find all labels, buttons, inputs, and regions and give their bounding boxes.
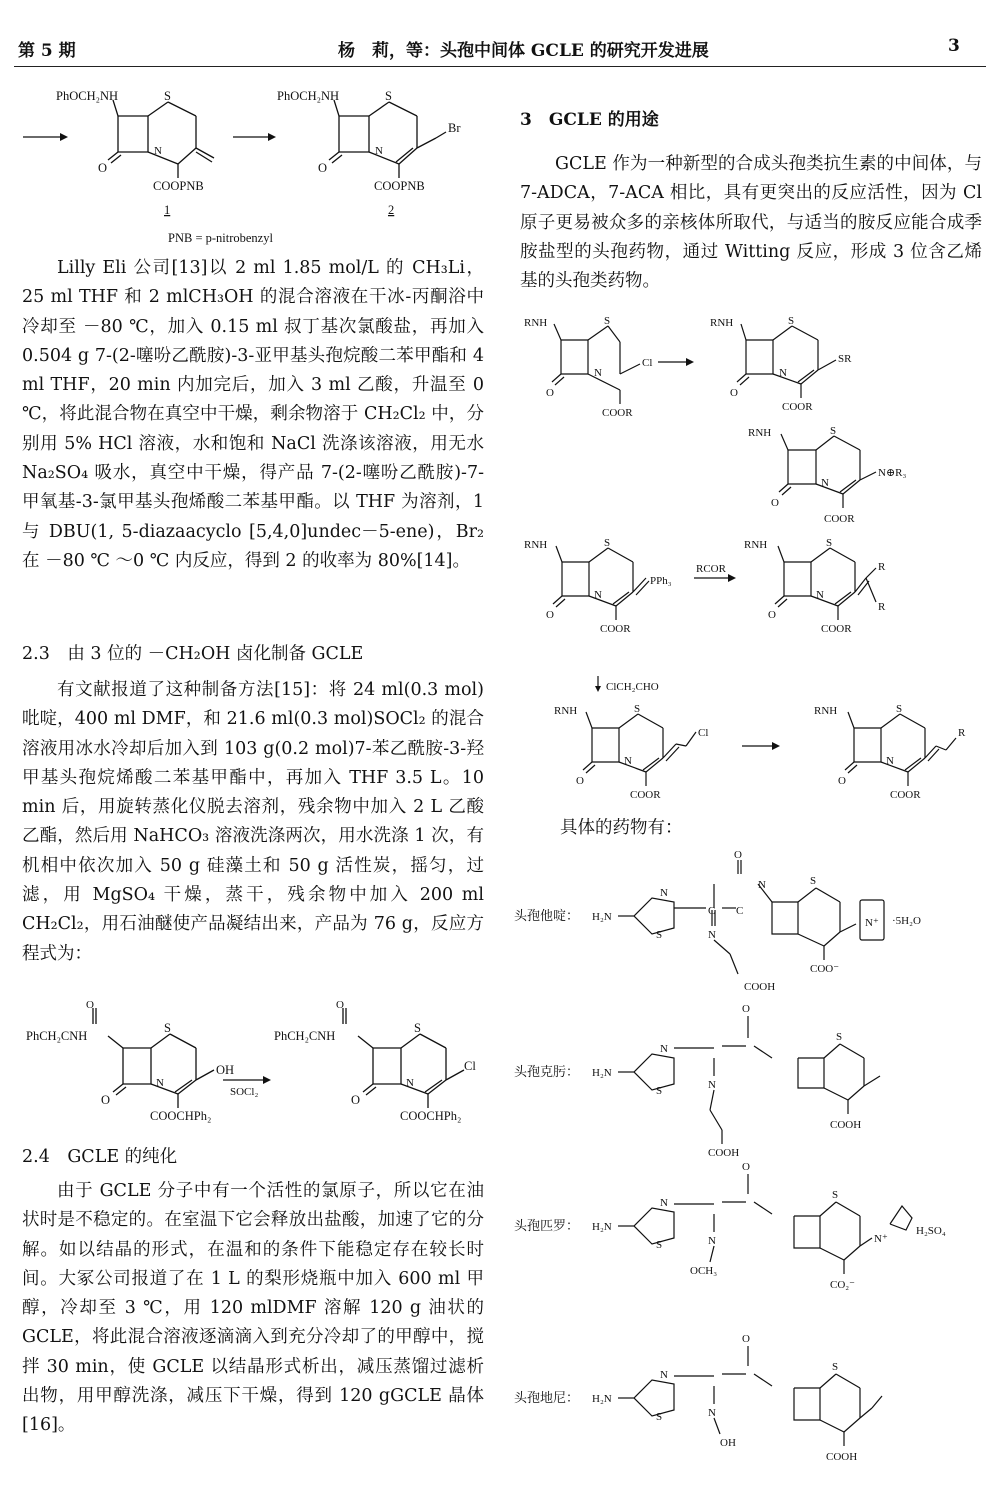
label-cl-1: Cl (464, 1059, 476, 1073)
label-s-3: S (164, 1021, 171, 1035)
label-n-5: N (594, 367, 602, 379)
scheme-1-structures (18, 82, 488, 252)
label-phoch2nh-2: PhOCH₂NH (277, 89, 340, 103)
left-paragraph-1-block (22, 254, 484, 576)
section-2-4-heading: 2.4 GCLE 的纯化 (22, 1147, 178, 1167)
label-s-2: S (385, 89, 392, 103)
label-o-8: O (546, 609, 554, 621)
label-n-10: N (624, 755, 632, 767)
drug-1-name: 头孢他啶： (514, 909, 580, 924)
compound-number-2: 2 (388, 203, 395, 217)
drug-1-extra: ·5H₂O (892, 915, 921, 927)
label-o-11: O (838, 775, 846, 787)
label-carbonyl-o-1: O (86, 1000, 94, 1011)
drug-2-h2n: H₂N (592, 1067, 612, 1079)
label-coochph2-1: COOCHPh₂ (150, 1109, 212, 1123)
label-clch2cho: ClCH₂CHO (606, 681, 659, 693)
label-n-2: N (375, 145, 383, 157)
drug-4-o: O (742, 1333, 750, 1345)
left-paragraph-1: Lilly Eli 公司[13]以 2 ml 1.85 mol/L 的 CH₃Li，25 ml THF 和 2 mlCH₃OH 的混合溶液在干冰-丙酮浴中冷却至 －80 ℃，加入 0.15 ml 叔丁基次氯酸盐，再加入 0.504 g 7-(2-噻吩乙酰胺)-3-亚甲基头孢烷酸二苯甲酯和 4 ml THF，20 min 内加完后，加入 3 ml 乙酸，升温至 0 ℃，将此混合物在真空中干燥，剩余物溶于 CH₂Cl₂ 中，分别用 5% HCl 溶液，水和饱和 NaCl 洗涤该溶液，用无水 Na₂SO₄ 吸水，真空中干燥，得产品 7-(2-噻吩乙酰胺)-7-甲氧基-3-氯甲基头孢烯酸二苯基甲酯。以 THF 为溶剂，1 与 DBU(1, 5-diazaacyclo [5,4,0]undec－5-ene)，Br₂ 在 －80 ℃ ～0 ℃ 内反应，得到 2 的收率为 80%[14]。 (22, 258, 484, 571)
label-coor-2: COOR (782, 401, 813, 413)
drug-structures (510, 848, 990, 1468)
drugs-intro-block (560, 814, 1000, 843)
left-paragraph-3-block (22, 1177, 484, 1441)
drug-1-n-ring: N (660, 887, 668, 899)
label-cl-2: Cl (642, 357, 653, 369)
drug-1-n-plus: N⁺ (865, 917, 879, 929)
drug-1-h: N (758, 879, 766, 891)
drug-2-name: 头孢克肟： (514, 1065, 580, 1080)
drug-4-tail: COOH (826, 1451, 858, 1463)
label-sr: SR (838, 353, 852, 365)
drug-1-tail: COO⁻ (810, 963, 840, 975)
label-socl2: SOCl₂ (230, 1086, 259, 1098)
label-n-4: N (406, 1077, 414, 1089)
drug-1-s: S (810, 875, 817, 887)
drug-1-side: COOH (744, 981, 776, 993)
label-rnh-4: RNH (524, 539, 548, 551)
drug-3-h2n: H₂N (592, 1221, 612, 1233)
label-s-6: S (788, 315, 795, 327)
label-rnh-6: RNH (554, 705, 578, 717)
drug-2-o: O (742, 1003, 750, 1015)
label-s-10: S (634, 703, 641, 715)
label-n-9: N (816, 589, 824, 601)
label-rcor: RCOR (696, 563, 726, 575)
drug-2-tail: COOH (830, 1119, 862, 1131)
drug-3-o: O (742, 1161, 750, 1173)
drug-1-ceftazidime (514, 849, 921, 993)
drug-2-n-ring: N (660, 1043, 668, 1055)
label-carbonyl-o-2: O (336, 1000, 344, 1011)
drugs-intro: 具体的药物有： (560, 818, 683, 838)
label-coochph2-2: COOCHPh₂ (400, 1109, 462, 1123)
label-rnh-2: RNH (710, 317, 734, 329)
drug-4-cefdinir (514, 1333, 882, 1463)
drug-3-tail: CO₂⁻ (830, 1279, 855, 1291)
label-coor-6: COOR (630, 789, 661, 801)
label-o-6: O (730, 387, 738, 399)
drug-3-s-ring: S (656, 1239, 663, 1251)
drug-4-h2n: H₂N (592, 1393, 612, 1405)
section-3-heading: 3 GCLE 的用途 (520, 110, 659, 130)
left-paragraph-3: 由于 GCLE 分子中有一个活性的氯原子，所以它在油状时是不稳定的。在室温下它会释放出盐酸，加速了它的分解。如以结晶的形式，在温和的条件下能稳定存在较长时间。大冢公司报道了在 1 L 的梨形烧瓶中加入 600 ml 甲醇，冷却至 3 ℃，用 120 mlDMF 溶解 120 g 油状的 GCLE，将此混合溶液逐滴滴入到充分冷却了的甲醇中，搅拌 30 min，使 GCLE 以结晶形式析出，减压蒸馏过滤析出物，用甲醇洗涤，减压下干燥，得到 120 gGCLE 晶体[16]。 (22, 1181, 484, 1436)
page-number: 3 (948, 36, 960, 56)
label-n-8: N (594, 589, 602, 601)
label-coor-1: COOR (602, 407, 633, 419)
label-nr3: N⊕R₃ (878, 467, 907, 479)
label-coor-3: COOR (824, 513, 855, 525)
section-2-3-heading: 2.3 由 3 位的 －CH₂OH 卤化制备 GCLE (22, 644, 364, 664)
drug-3-name: 头孢匹罗： (514, 1219, 580, 1234)
running-title: 杨 莉，等：头孢中间体 GCLE 的研究开发进展 (338, 41, 709, 61)
label-s-1: S (164, 89, 171, 103)
drug-2-side: COOH (708, 1147, 740, 1159)
label-phch2cnh-2: PhCH₂CNH (274, 1029, 336, 1043)
label-pph3: PPh₃ (650, 575, 672, 587)
drug-4-s-ring: S (656, 1411, 663, 1423)
section-2-4-block (22, 1143, 484, 1172)
drug-1-s-ring: S (656, 929, 663, 941)
drug-3-n-plus: N⁺ (874, 1233, 888, 1245)
left-paragraph-2-block (22, 676, 484, 969)
left-paragraph-2: 有文献报道了这种制备方法[15]：将 24 ml(0.3 mol)吡啶，400 ml DMF，和 21.6 ml(0.3 mol)SOCl₂ 的混合溶液用冰水冷却后加入到 103 g(0.2 mol)7-苯乙酰胺-3-羟甲基头孢烷烯酸二苯基甲酯中，再加入 THF 3.5 L。10 min 后，用旋转蒸化仪脱去溶剂，残余物中加入 2 L 乙酸乙酯，然后用 NaHCO₃ 溶液洗涤两次，用水洗涤 1 次，有机相中依次加入 50 g 硅藻土和 50 g 活性炭，摇匀，过滤，用 MgSO₄ 干燥，蒸干，残余物中加入 200 ml CH₂Cl₂，用石油醚使产品凝结出来，产品为 76 g，反应方程式为： (22, 680, 484, 964)
label-n-7: N (821, 477, 829, 489)
label-o-9: O (768, 609, 776, 621)
label-r-1: R (878, 561, 886, 573)
label-coor-4: COOR (600, 623, 631, 635)
label-s-11: S (896, 703, 903, 715)
drug-3-n-ring: N (660, 1197, 668, 1209)
label-rnh-7: RNH (814, 705, 838, 717)
drug-3-n-ox: N (708, 1235, 716, 1247)
compound-number-1: 1 (164, 203, 171, 217)
label-coopnb-1: COOPNB (153, 179, 204, 193)
issue-number: 第 5 期 (18, 41, 76, 61)
drug-1-n-ox: N (708, 929, 716, 941)
label-s-7: S (830, 425, 837, 437)
label-n-1: N (154, 145, 162, 157)
right-paragraph-1: GCLE 作为一种新型的合成头孢类抗生素的中间体，与 7-ADCA，7-ACA 相比，具有更突出的反应活性，因为 Cl 原子更易被众多的亲核体所取代，与适当的胺反应能合成季胺盐型的头孢药物，通过 Witting 反应，形成 3 位含乙烯基的头孢类药物。 (520, 154, 982, 292)
header-rule (14, 66, 986, 67)
label-o-7: O (771, 497, 779, 509)
pnb-footnote: PNB = p-nitrobenzyl (168, 231, 273, 245)
label-o-5: O (546, 387, 554, 399)
label-s-9: S (826, 537, 833, 549)
label-phch2cnh-1: PhCH₂CNH (26, 1029, 88, 1043)
label-phoch2nh-1: PhOCH₂NH (56, 89, 119, 103)
drug-1-c: C (708, 905, 716, 917)
label-o-2: O (318, 161, 328, 175)
scheme-2-structures (18, 1000, 488, 1135)
label-o-10: O (576, 775, 584, 787)
label-r-2: R (878, 601, 886, 613)
label-coor-5: COOR (821, 623, 852, 635)
section-3-block (520, 106, 982, 135)
drug-3-cefpirome (514, 1161, 946, 1291)
section-2-3-block (22, 640, 484, 669)
drug-1-o: O (734, 849, 742, 861)
label-o-1: O (98, 161, 108, 175)
label-r-3: R (958, 727, 966, 739)
label-n-11: N (886, 755, 894, 767)
label-coopnb-2: COOPNB (374, 179, 425, 193)
right-paragraph-1-block (520, 150, 982, 296)
drug-4-n-ring: N (660, 1369, 668, 1381)
drug-1-h2n: H₂N (592, 911, 612, 923)
label-n-3: N (156, 1077, 164, 1089)
label-coor-7: COOR (890, 789, 921, 801)
label-o-3: O (101, 1093, 111, 1107)
label-n-6: N (779, 367, 787, 379)
label-s-8: S (604, 537, 611, 549)
drug-3-extra: H₂SO₄ (916, 1225, 946, 1237)
drug-4-side: OH (720, 1437, 736, 1449)
drug-2-s: S (836, 1031, 843, 1043)
scheme-3-reactions (516, 312, 990, 832)
drug-2-cefixime (514, 1003, 880, 1159)
label-o-4: O (351, 1093, 361, 1107)
label-oh: OH (216, 1063, 235, 1077)
drug-3-s: S (832, 1189, 839, 1201)
drug-3-side: OCH₃ (690, 1265, 718, 1277)
drug-2-s-ring: S (656, 1085, 663, 1097)
drug-4-s: S (832, 1361, 839, 1373)
drug-4-n-ox: N (708, 1407, 716, 1419)
drug-2-n-ox: N (708, 1079, 716, 1091)
label-rnh-5: RNH (744, 539, 768, 551)
drug-1-c2: C (736, 905, 744, 917)
label-rnh-3: RNH (748, 427, 772, 439)
label-rnh-1: RNH (524, 317, 548, 329)
label-cl-3: Cl (698, 727, 709, 739)
label-s-4: S (414, 1021, 421, 1035)
label-br: Br (448, 121, 461, 135)
label-s-5: S (604, 315, 611, 327)
drug-4-name: 头孢地尼： (514, 1391, 580, 1406)
